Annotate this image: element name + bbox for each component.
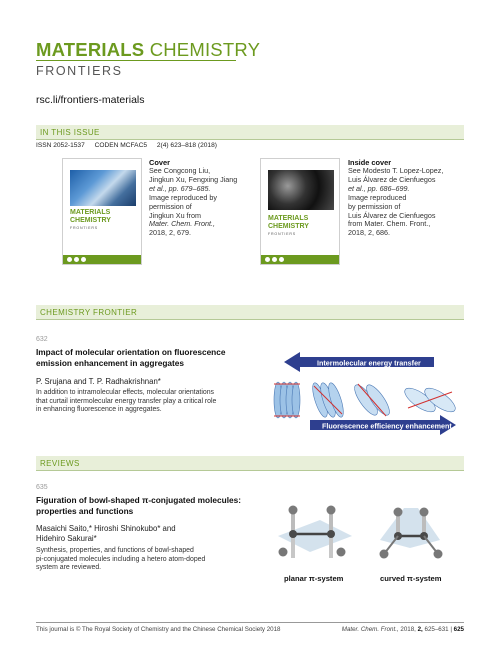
section-rule <box>36 139 464 140</box>
article-authors: P. Srujana and T. P. Radhakrishnan* <box>36 377 161 386</box>
volume-info: 2(4) 623–818 (2018) <box>156 142 217 149</box>
figure-label-planar: planar π-system <box>284 574 344 583</box>
journal-url[interactable]: rsc.li/frontiers-materials <box>36 94 145 106</box>
section-rule <box>36 470 464 471</box>
curved-pi-system-diagram <box>380 508 443 559</box>
inside-cover-footer <box>261 255 339 264</box>
review-page-number: 635 <box>36 484 48 491</box>
footer-citation: Mater. Chem. Front., 2018, 2, 625–631 | 625 <box>341 626 464 633</box>
footer-pages: 625–631 <box>424 626 449 633</box>
molecule-stack-second <box>310 381 347 418</box>
arrow-top-label: Intermolecular energy transfer <box>317 358 421 368</box>
footer-copyright: This journal is © The Royal Society of Chemistry and the Chinese Chemical Society 2018 <box>36 626 281 633</box>
inside-cover-journal-title: MATERIALS CHEMISTRY <box>268 215 309 230</box>
molecule-stack-right <box>401 384 459 416</box>
molecule-stack-third <box>351 382 393 418</box>
coden: CODEN MCFAC5 <box>94 142 147 149</box>
cover-caption: See Congcong Liu, Jingkun Xu, Fengxing Jiang et al., pp. 679–685. Image reproduced by permission of Jingkun Xu from Mater. Chem. Front., 2018, 2, 679. <box>149 166 238 238</box>
inside-cover-image[interactable] <box>260 158 340 265</box>
issn: ISSN 2052-1537 <box>36 142 85 149</box>
planar-pi-system-diagram <box>278 506 352 559</box>
inside-cover-journal-subtitle: FRONTIERS <box>268 232 296 236</box>
review-summary: Synthesis, properties, and functions of bowl-shaped pi-conjugated molecules including a hetero atom-doped system are reviewed. <box>36 547 206 572</box>
cover-artwork <box>70 170 136 206</box>
masthead-rule <box>36 60 236 61</box>
footer-volume: 2, <box>417 626 423 633</box>
cover-footer <box>63 255 141 264</box>
footer-journal: Mater. Chem. Front., <box>341 626 399 633</box>
inside-cover-artwork <box>268 170 334 210</box>
section-header-in-this-issue: IN THIS ISSUE <box>36 125 464 139</box>
journal-title-light: CHEMISTRY <box>149 39 261 60</box>
article-summary: In addition to intramolecular effects, molecular orientations that curtail intermolecular energy transfer play a critical role in enhancing fluorescence in aggregates. <box>36 389 217 414</box>
review-authors: Masaichi Saito,* Hiroshi Shinokubo* and Hidehiro Sakurai* <box>36 524 176 543</box>
cover-image[interactable] <box>62 158 142 265</box>
journal-subtitle: FRONTIERS <box>36 64 123 78</box>
review-title[interactable]: Figuration of bowl-shaped π-conjugated molecules: properties and functions <box>36 495 242 516</box>
cover-journal-subtitle: FRONTIERS <box>70 226 98 230</box>
article-title[interactable]: Impact of molecular orientation on fluorescence emission enhancement in aggregates <box>36 347 226 368</box>
footer-year: 2018, <box>400 626 416 633</box>
footer-page-number: 625 <box>453 626 464 633</box>
footer-rule <box>36 622 464 623</box>
section-header-chemistry-frontier: CHEMISTRY FRONTIER <box>36 305 464 319</box>
cover-journal-title: MATERIALS CHEMISTRY <box>70 209 111 224</box>
figure-label-curved: curved π-system <box>380 574 442 583</box>
journal-title <box>36 39 260 61</box>
section-header-reviews: REVIEWS <box>36 456 464 470</box>
article-page-number: 632 <box>36 336 48 343</box>
journal-title-bold: MATERIALS <box>36 39 145 60</box>
graphical-abstract-review <box>268 496 464 572</box>
section-rule <box>36 319 464 320</box>
molecule-stack-left <box>274 382 300 418</box>
cover-heading: Cover <box>149 158 170 167</box>
graphical-abstract-frontier <box>270 348 464 444</box>
inside-cover-caption: See Modesto T. Lopez-Lopez, Luis Álvarez de Cienfuegos et al., pp. 686–699. Image reproduced by permission of Luis Álvarez de Cienfuegos from Mater. Chem. Front., 2018, 2, 686. <box>348 166 444 238</box>
issue-metadata <box>36 142 225 149</box>
arrow-bottom-label: Fluorescence efficiency enhancement <box>322 421 452 431</box>
inside-cover-heading: Inside cover <box>348 158 392 167</box>
